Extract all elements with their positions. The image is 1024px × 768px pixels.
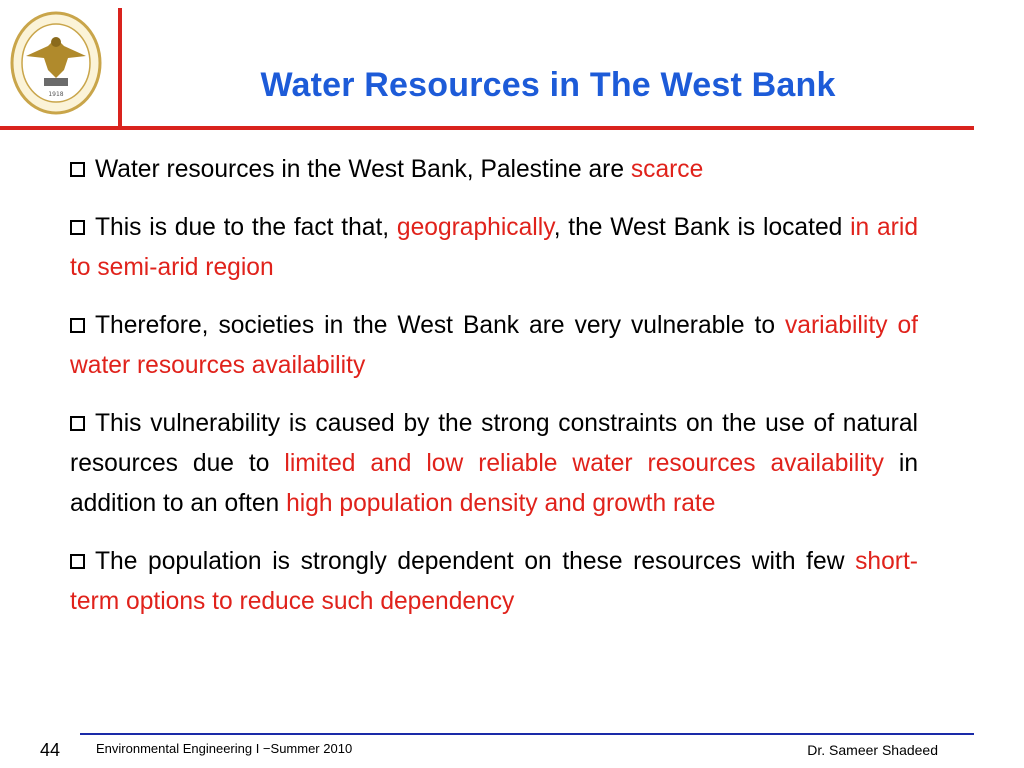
bullet-item	[70, 542, 918, 622]
highlighted-text: scarce	[630, 156, 704, 183]
bullet-text: Therefore, societies in the West Bank are very vulnerable to	[95, 312, 785, 339]
svg-text:1918: 1918	[48, 91, 64, 98]
checkbox-bullet-icon	[70, 220, 85, 235]
bullet-text: The population is strongly dependent on these resources with few	[95, 548, 856, 575]
footer-course: Environmental Engineering I −Summer 2010	[96, 741, 353, 756]
bullet-list	[70, 150, 918, 640]
bullet-text: Water resources in the West Bank, Palestine are	[95, 156, 631, 183]
footer-author: Dr. Sameer Shadeed	[807, 742, 938, 758]
slide-title: Water Resources in The West Bank	[260, 66, 836, 104]
bullet-text: , the West Bank is located	[553, 214, 851, 241]
highlighted-text: short-term options to reduce such dependency	[70, 548, 918, 615]
bullet-text: in addition to an often	[70, 450, 918, 517]
highlighted-text: high population density and growth rate	[286, 490, 716, 517]
page-number: 44	[40, 740, 61, 760]
title-divider-horizontal	[0, 126, 974, 130]
university-seal-logo	[8, 8, 104, 118]
highlighted-text: limited and low reliable water resources availability	[284, 450, 884, 477]
bullet-item	[70, 208, 918, 288]
checkbox-bullet-icon	[70, 318, 85, 333]
checkbox-bullet-icon	[70, 416, 85, 431]
bullet-text: This vulnerability is caused by the strong constraints on the use of natural resources due to	[70, 410, 918, 477]
checkbox-bullet-icon	[70, 162, 85, 177]
footer-divider	[80, 733, 974, 735]
bullet-item	[70, 404, 918, 524]
checkbox-bullet-icon	[70, 554, 85, 569]
highlighted-text: variability of water resources availability	[70, 312, 918, 379]
highlighted-text: in arid to semi-arid region	[70, 214, 919, 281]
bullet-item	[70, 306, 918, 386]
highlighted-text: geographically	[396, 214, 554, 241]
bullet-text: This is due to the fact that,	[95, 214, 397, 241]
bullet-item	[70, 150, 918, 190]
